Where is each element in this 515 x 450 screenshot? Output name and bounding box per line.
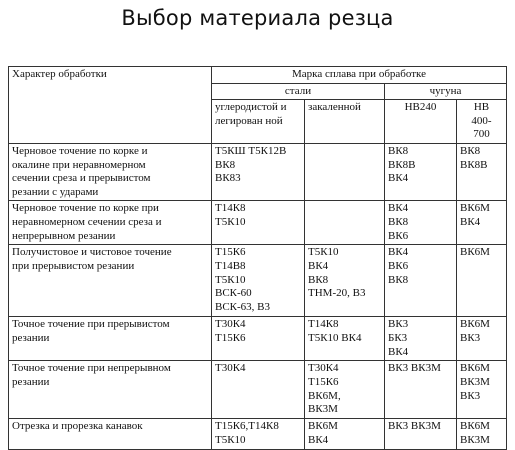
cell-carbon [212,317,305,361]
header-carbon-steel [212,100,305,144]
cell-line: Получистовое и чистовое точение [12,246,172,259]
cell-hardened [305,245,385,317]
cell-line: ВК8В [388,158,416,171]
cell-hardened [305,361,385,419]
header-hardened-label: закаленной [308,101,361,114]
cell-line: Т15К6 [215,331,246,344]
cell-carbon [212,361,305,419]
table-row [9,245,507,317]
cell-line: Т5К10 [215,273,246,286]
cell-hb240 [385,317,457,361]
table-body [9,143,507,449]
cell-line: Т15К6 [308,375,339,388]
header-steel [212,83,385,100]
cell-line: Т14В8 [215,259,246,272]
cell-hb400 [457,361,507,419]
cell-hb400 [457,317,507,361]
cell-line: Т5К10 [215,433,246,446]
cell-line: Т5КШ Т5К12В [215,144,287,157]
cell-line: окалине при неравномерном [12,158,146,171]
cell-line: ВК6М [308,420,338,433]
cell-process [9,245,212,317]
cell-line: ВК8 [388,215,409,228]
cell-hardened [305,317,385,361]
cell-line: ВК4 [308,433,329,446]
cell-line: Т30К4 [308,362,339,375]
cell-hardened [305,419,385,449]
cell-line: ВК4 [308,259,329,272]
header-hb240 [385,100,457,144]
cell-line: ВК6 [388,229,409,242]
cell-hb240 [385,361,457,419]
cell-line: Т14К8 [215,202,246,215]
cell-hb400 [457,245,507,317]
cell-line: ВК6М, [308,389,341,402]
cell-hb400 [457,201,507,245]
header-cast-iron-label: чугуна [429,84,462,97]
cell-line: ВК6М [460,420,490,433]
header-hardened-steel [305,100,385,144]
cell-line: ВК6 [388,259,409,272]
cell-line: Т5К10 [215,215,246,228]
cell-line: ВК8 [388,144,409,157]
cell-line: ВК6М [460,202,490,215]
cell-line: Т14К8 [308,318,339,331]
header-hb400-line2: 400- [471,114,492,127]
table-row [9,201,507,245]
cell-line: ВК6М [460,362,490,375]
cell-line: при прерывистом резании [12,259,135,272]
cell-line: Т15К6,Т14К8 [215,420,279,433]
header-steel-label: стали [284,84,312,97]
cell-line: ТНМ-20, В3 [308,287,366,300]
page-title: Выбор материала резца [121,6,394,30]
cell-line: непрерывном резании [12,229,116,242]
cell-line: Точное точение при прерывистом [12,318,170,331]
cell-process [9,201,212,245]
cell-line: ВК83 [215,172,241,185]
cell-line: резании [12,331,50,344]
cell-line: ВСК-60 [215,287,252,300]
header-row [9,67,507,84]
cell-line: резании [12,375,50,388]
cell-line: БК3 [388,331,408,344]
cell-carbon [212,143,305,200]
cell-carbon [212,419,305,449]
cell-hb240 [385,143,457,200]
cell-hardened [305,201,385,245]
cell-line: ВК4 [388,202,409,215]
cell-line: ВК3М [308,403,338,416]
cell-line: Черновое точение по корке при [12,202,159,215]
table-row [9,419,507,449]
cutter-material-table [8,66,507,450]
cell-line: Т15К6 [215,246,246,259]
cell-hb240 [385,201,457,245]
cell-line: ВК8 [215,158,236,171]
cell-line: ВК8 [308,273,329,286]
cell-line: ВК4 [388,246,409,259]
cell-hb240 [385,419,457,449]
cell-carbon [212,245,305,317]
header-grade-label: Марка сплава при обработке [292,68,427,80]
cell-process [9,143,212,200]
cell-line: ВК3М [460,433,490,446]
cell-line: неравномерном сечении среза и [12,215,162,228]
cell-line: ВК4 [388,172,409,185]
cell-line: Т5К10 [308,246,339,259]
cell-line: ВК3 ВК3М [388,362,441,375]
cell-line: ВК8 [460,144,481,157]
cell-carbon [212,201,305,245]
table-row [9,317,507,361]
cell-line: Отрезка и прорезка канавок [12,420,143,433]
cell-line: ВК8 [388,273,409,286]
cell-line: Т30К4 [215,362,246,375]
table-row [9,143,507,200]
header-process-label: Характер обработки [12,68,107,80]
cell-line: ВК4 [460,215,481,228]
cell-line: сечении среза и прерывистом [12,172,151,185]
cell-process [9,361,212,419]
cell-process [9,419,212,449]
table-row [9,361,507,419]
cell-line: ВСК-63, В3 [215,300,271,313]
header-carbon-line2: легирован ной [215,114,283,127]
cell-line: ВК3 [460,331,481,344]
cell-hb400 [457,143,507,200]
cell-line: Точное точение при непрерывном [12,362,171,375]
cell-line: ВК3 [388,318,409,331]
cell-line: ВК3 ВК3М [388,420,441,433]
cell-line: ВК4 [388,345,409,358]
header-carbon-line1: углеродистой и [215,101,287,114]
cell-process [9,317,212,361]
cell-line: Т5К10 ВК4 [308,331,362,344]
cell-line: ВК8В [460,158,488,171]
header-grade [212,67,507,84]
cell-line: ВК3М [460,375,490,388]
header-hb400-line1: НВ [473,101,490,114]
header-hb240-label: НВ240 [404,101,437,114]
cell-line: резании с ударами [12,185,99,198]
cell-hb240 [385,245,457,317]
cell-hardened [305,143,385,200]
header-hb400 [457,100,507,144]
header-hb400-line3: 700 [473,128,490,141]
header-process [9,67,212,144]
cell-line: ВК3 [460,389,481,402]
cell-line: Черновое точение по корке и [12,144,148,157]
header-cast-iron [385,83,507,100]
cell-line: ВК6М [460,246,490,259]
cell-line: Т30К4 [215,318,246,331]
cell-hb400 [457,419,507,449]
cell-line: ВК6М [460,318,490,331]
